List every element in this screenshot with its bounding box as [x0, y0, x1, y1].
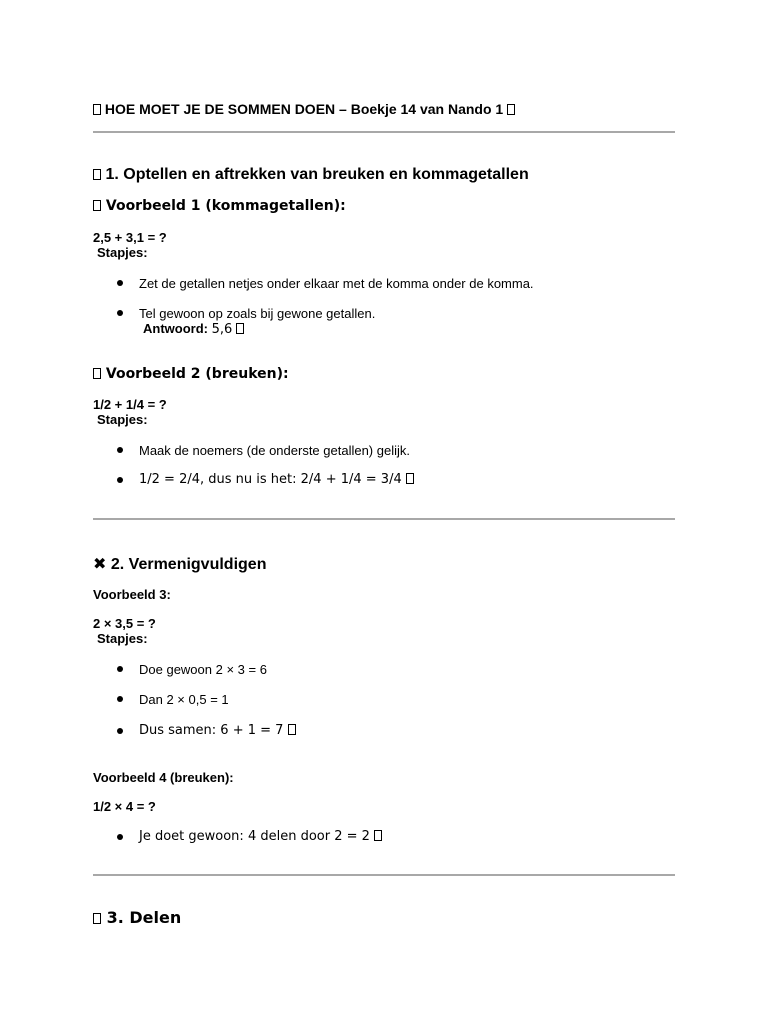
example-2-heading-line: [93, 366, 289, 382]
document-title: HOE MOET JE DE SOMMEN DOEN – Boekje 14 van Nando 1: [104, 101, 504, 117]
example-4-step-1: Je doet gewoon: 4 delen door 2 = 2: [139, 829, 370, 844]
missing-glyph-icon: [236, 323, 244, 334]
example-3-steps-label: Stapjes:: [97, 631, 148, 646]
example-1-step-2: Tel gewoon op zoals bij gewone getallen.: [139, 306, 376, 321]
bullet-icon: [117, 666, 123, 672]
bullet-icon: [117, 280, 123, 286]
missing-glyph-icon: [406, 473, 414, 484]
divider: [93, 874, 675, 876]
example-3-problem: 2 × 3,5 = ?: [93, 616, 156, 631]
document-title-line: [93, 101, 515, 117]
example-1-answer-label: Antwoord:: [143, 321, 208, 336]
example-1-step-1: Zet de getallen netjes onder elkaar met de komma onder de komma.: [139, 276, 534, 291]
missing-glyph-icon: [93, 913, 101, 924]
example-4-step-1-line: [139, 829, 382, 844]
bullet-icon: [117, 696, 123, 702]
example-1-heading-line: [93, 198, 346, 214]
example-2-step-2-line: [139, 472, 414, 487]
example-4-problem: 1/2 × 4 = ?: [93, 799, 156, 814]
example-1-problem: 2,5 + 3,1 = ?: [93, 230, 167, 245]
missing-glyph-icon: [93, 200, 101, 211]
bullet-icon: [117, 834, 123, 840]
example-2-heading: Voorbeeld 2 (breuken):: [105, 366, 289, 382]
missing-glyph-icon: [288, 724, 296, 735]
example-3-step-1: Doe gewoon 2 × 3 = 6: [139, 662, 267, 677]
bullet-icon: [117, 447, 123, 453]
example-3-step-3-line: [139, 723, 296, 738]
example-1-answer-value: 5,6: [211, 322, 233, 337]
example-2-problem: 1/2 + 1/4 = ?: [93, 397, 167, 412]
example-1-answer-line: [143, 321, 244, 337]
missing-glyph-icon: [93, 104, 101, 115]
section-1-heading-line: [93, 166, 529, 184]
example-2-step-2: 1/2 = 2/4, dus nu is het: 2/4 + 1/4 = 3/4: [139, 472, 402, 487]
section-2-heading: 2. Vermenigvuldigen: [110, 556, 267, 573]
example-3-step-3: Dus samen: 6 + 1 = 7: [139, 723, 284, 738]
missing-glyph-icon: [93, 368, 101, 379]
divider: [93, 518, 675, 520]
example-2-step-1: Maak de noemers (de onderste getallen) gelijk.: [139, 443, 410, 458]
section-3-heading-line: [93, 908, 181, 927]
multiply-icon: ✖: [93, 554, 107, 573]
example-2-steps-label: Stapjes:: [97, 412, 148, 427]
missing-glyph-icon: [374, 830, 382, 841]
missing-glyph-icon: [507, 104, 515, 115]
example-3-heading: Voorbeeld 3:: [93, 587, 171, 602]
section-2-heading-line: [93, 554, 266, 574]
missing-glyph-icon: [93, 169, 101, 180]
bullet-icon: [117, 728, 123, 734]
bullet-icon: [117, 477, 123, 483]
example-4-heading: Voorbeeld 4 (breuken):: [93, 770, 234, 785]
section-3-heading: 3. Delen: [106, 908, 182, 927]
divider: [93, 131, 675, 133]
example-1-steps-label: Stapjes:: [97, 245, 148, 260]
example-1-heading: Voorbeeld 1 (kommagetallen):: [105, 198, 346, 214]
example-3-step-2: Dan 2 × 0,5 = 1: [139, 692, 229, 707]
bullet-icon: [117, 310, 123, 316]
section-1-heading: 1. Optellen en aftrekken van breuken en kommagetallen: [105, 166, 529, 183]
